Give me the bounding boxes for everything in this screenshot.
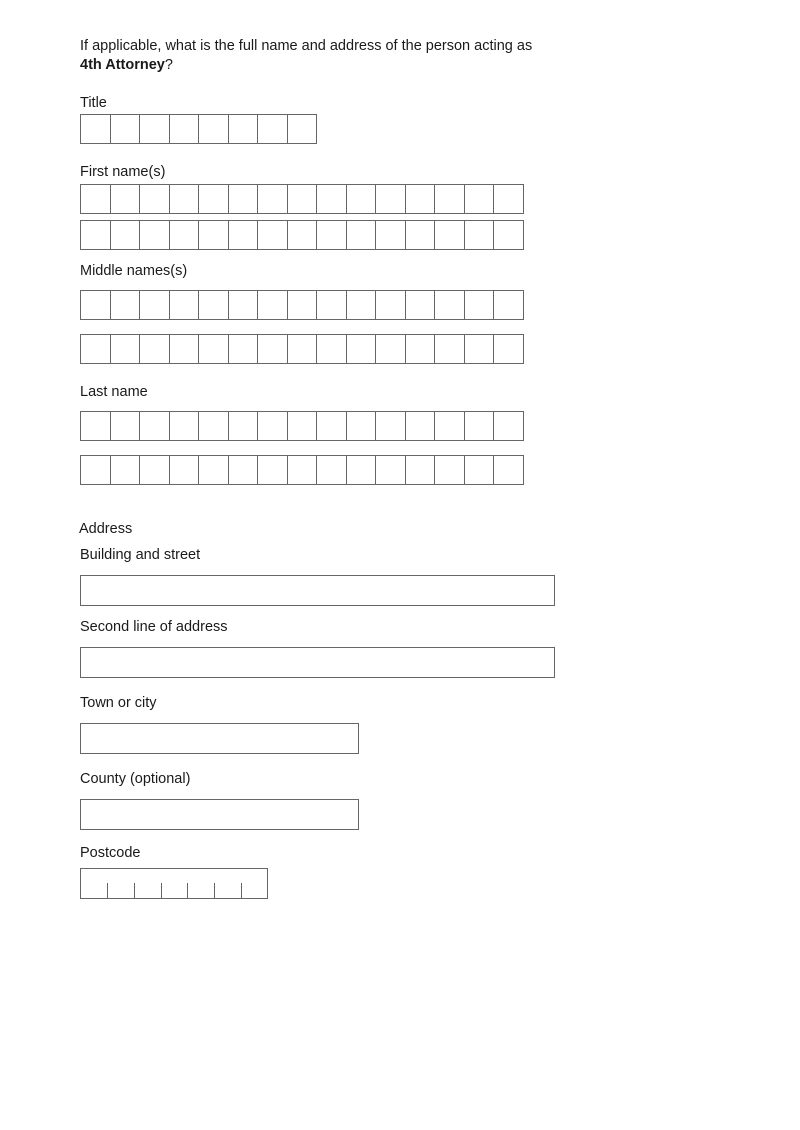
postcode-divider [134,883,135,898]
character-box[interactable] [139,220,170,250]
character-box[interactable] [110,455,141,485]
character-box[interactable] [493,334,524,364]
character-box[interactable] [405,455,436,485]
character-box[interactable] [434,411,465,441]
character-box[interactable] [198,184,229,214]
character-box[interactable] [493,184,524,214]
attorney-emphasis: 4th Attorney [80,57,165,73]
character-box[interactable] [198,455,229,485]
character-box[interactable] [316,334,347,364]
postcode-divider [241,883,242,898]
character-box[interactable] [257,411,288,441]
character-box[interactable] [110,290,141,320]
character-box[interactable] [80,290,111,320]
character-box[interactable] [346,455,377,485]
character-box[interactable] [287,184,318,214]
character-box[interactable] [464,220,495,250]
character-box[interactable] [198,290,229,320]
character-box[interactable] [257,455,288,485]
character-box[interactable] [346,220,377,250]
character-box[interactable] [110,184,141,214]
character-box[interactable] [110,334,141,364]
character-box[interactable] [405,220,436,250]
character-box[interactable] [493,220,524,250]
character-box[interactable] [257,184,288,214]
character-box[interactable] [346,411,377,441]
character-box[interactable] [434,290,465,320]
character-box[interactable] [80,184,111,214]
county-label: County (optional) [80,771,191,787]
character-box[interactable] [169,184,200,214]
character-box[interactable] [493,455,524,485]
postcode-field[interactable] [80,868,268,899]
character-box[interactable] [169,220,200,250]
character-box[interactable] [346,184,377,214]
postcode-label: Postcode [80,845,141,861]
last-name-boxes-row-1[interactable] [80,411,523,441]
character-box[interactable] [434,184,465,214]
first-names-boxes-row-2[interactable] [80,220,523,250]
middle-names-boxes-row-1[interactable] [80,290,523,320]
question-prefix: If applicable, what is the full name and address of the person acting as [80,38,533,54]
character-box[interactable] [375,290,406,320]
character-box[interactable] [257,220,288,250]
question-mark: ? [164,57,173,73]
character-box[interactable] [493,411,524,441]
postcode-divider [187,883,188,898]
address-heading: Address [79,521,133,537]
character-box[interactable] [80,455,111,485]
character-box[interactable] [110,220,141,250]
character-box[interactable] [139,184,170,214]
character-box[interactable] [169,411,200,441]
character-box[interactable] [405,290,436,320]
character-box[interactable] [316,184,347,214]
character-box[interactable] [287,114,318,144]
town-city-field[interactable] [80,723,359,754]
first-names-label: First name(s) [80,164,166,180]
character-box[interactable] [464,411,495,441]
character-box[interactable] [80,114,111,144]
character-box[interactable] [287,411,318,441]
character-box[interactable] [257,290,288,320]
character-box[interactable] [464,184,495,214]
character-box[interactable] [169,290,200,320]
character-box[interactable] [228,455,259,485]
character-box[interactable] [198,114,229,144]
character-box[interactable] [375,220,406,250]
title-label: Title [80,95,107,111]
second-line-label: Second line of address [80,619,228,635]
character-box[interactable] [228,220,259,250]
character-box[interactable] [316,411,347,441]
character-box[interactable] [434,455,465,485]
character-box[interactable] [139,334,170,364]
character-box[interactable] [139,411,170,441]
character-box[interactable] [257,334,288,364]
middle-names-label: Middle names(s) [80,263,188,279]
character-box[interactable] [139,455,170,485]
character-box[interactable] [169,334,200,364]
character-box[interactable] [464,290,495,320]
character-box[interactable] [287,290,318,320]
second-line-field[interactable] [80,647,555,678]
character-box[interactable] [228,411,259,441]
middle-names-boxes-row-2[interactable] [80,334,523,364]
postcode-divider [107,883,108,898]
character-box[interactable] [287,455,318,485]
character-box[interactable] [434,334,465,364]
county-field[interactable] [80,799,359,830]
character-box[interactable] [198,334,229,364]
character-box[interactable] [375,411,406,441]
building-street-label: Building and street [80,547,201,563]
character-box[interactable] [198,411,229,441]
character-box[interactable] [228,184,259,214]
character-box[interactable] [228,114,259,144]
title-boxes[interactable] [80,114,316,144]
character-box[interactable] [287,220,318,250]
character-box[interactable] [375,455,406,485]
character-box[interactable] [405,184,436,214]
character-box[interactable] [316,455,347,485]
character-box[interactable] [316,290,347,320]
character-box[interactable] [287,334,318,364]
postcode-divider [214,883,215,898]
character-box[interactable] [405,411,436,441]
character-box[interactable] [169,114,200,144]
character-box[interactable] [110,114,141,144]
character-box[interactable] [80,334,111,364]
character-box[interactable] [110,411,141,441]
character-box[interactable] [228,290,259,320]
character-box[interactable] [169,455,200,485]
character-box[interactable] [375,184,406,214]
character-box[interactable] [228,334,259,364]
character-box[interactable] [257,114,288,144]
character-box[interactable] [434,220,465,250]
character-box[interactable] [139,290,170,320]
character-box[interactable] [346,334,377,364]
character-box[interactable] [346,290,377,320]
building-street-field[interactable] [80,575,555,606]
character-box[interactable] [464,334,495,364]
question-text [80,37,532,75]
character-box[interactable] [139,114,170,144]
postcode-divider [161,883,162,898]
character-box[interactable] [80,220,111,250]
last-name-boxes-row-2[interactable] [80,455,523,485]
character-box[interactable] [198,220,229,250]
town-city-label: Town or city [80,695,157,711]
character-box[interactable] [375,334,406,364]
last-name-label: Last name [80,384,148,400]
character-box[interactable] [493,290,524,320]
character-box[interactable] [405,334,436,364]
character-box[interactable] [464,455,495,485]
first-names-boxes-row-1[interactable] [80,184,523,214]
character-box[interactable] [80,411,111,441]
character-box[interactable] [316,220,347,250]
